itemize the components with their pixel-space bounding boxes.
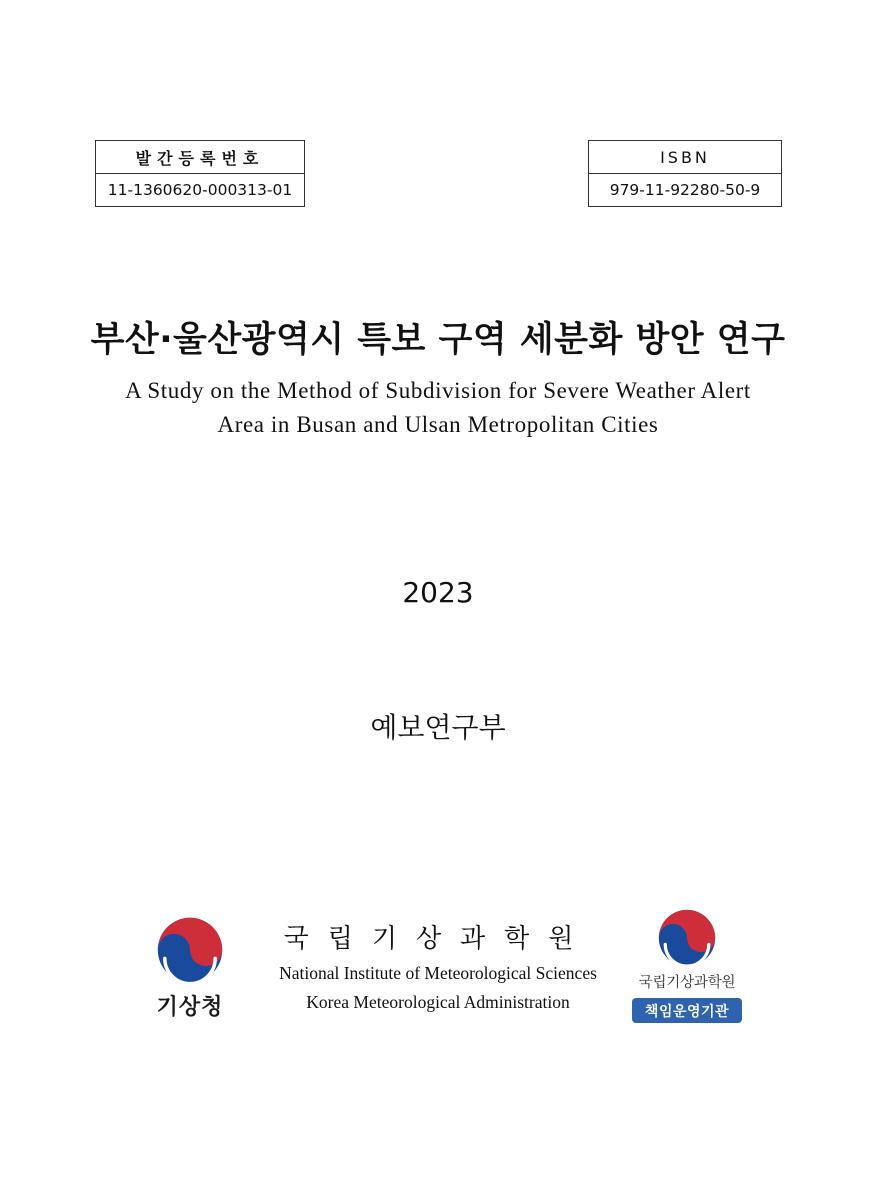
title-korean: 부산·울산광역시 특보 구역 세분화 방안 연구: [90, 320, 786, 360]
registration-number-label: 발간등록번호: [96, 141, 304, 174]
title-english: [60, 374, 816, 442]
nims-logo-text: 국립기상과학원: [638, 975, 736, 991]
registration-number-value: 11-1360620-000313-01: [107, 181, 293, 199]
nims-logo: [655, 906, 719, 970]
isbn-value: 979-11-92280-50-9: [609, 181, 761, 199]
kma-logo-text: 기상청: [156, 995, 224, 1020]
isbn-box: [588, 140, 782, 207]
department-name: 예보연구부: [370, 711, 506, 744]
responsible-agency-badge: 책임운영기관: [632, 998, 742, 1023]
taegeuk-icon: [655, 906, 719, 970]
title-english-line-1: A Study on the Method of Subdivision for Severe Weather Alert: [125, 378, 751, 403]
administration-name-english: Korea Meteorological Administration: [306, 992, 570, 1012]
institute-name-english: National Institute of Meteorological Sciences: [279, 963, 597, 983]
taegeuk-icon: [155, 915, 225, 985]
registration-number-box: [95, 140, 305, 207]
institute-name-korean: 국립기상과학원: [283, 924, 593, 954]
isbn-label: ISBN: [589, 141, 781, 174]
title-english-line-2: Area in Busan and Ulsan Metropolitan Cities: [217, 412, 659, 437]
publication-year: 2023: [402, 576, 474, 609]
